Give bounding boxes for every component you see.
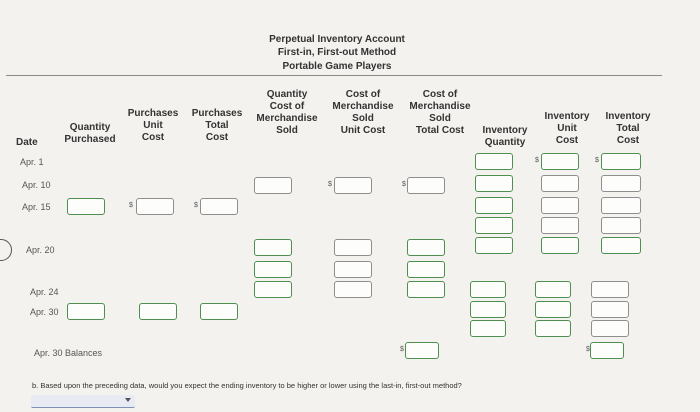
purchases-total-cost-input[interactable] bbox=[200, 303, 238, 320]
cogs-unit-cost-input[interactable] bbox=[334, 239, 372, 256]
header-quantity-cogs: Quantity Cost of Merchandise Sold bbox=[256, 89, 318, 136]
date-apr-15: Apr. 15 bbox=[22, 202, 51, 212]
inventory-total-cost-input[interactable] bbox=[601, 175, 641, 192]
inventory-quantity-input[interactable] bbox=[475, 153, 513, 170]
date-apr-10: Apr. 10 bbox=[22, 180, 51, 190]
title-line-1: Perpetual Inventory Account bbox=[269, 34, 405, 45]
inventory-quantity-input[interactable] bbox=[475, 217, 513, 234]
purchases-unit-cost-input[interactable] bbox=[139, 303, 177, 320]
purchases-total-cost-input[interactable] bbox=[200, 198, 238, 215]
header-inventory-unit-cost: Inventory Unit Cost bbox=[544, 111, 590, 146]
quantity-cogs-input[interactable] bbox=[254, 261, 292, 278]
inventory-unit-cost-input[interactable] bbox=[535, 301, 571, 318]
inventory-unit-cost-input[interactable] bbox=[535, 281, 571, 298]
title-line-3: Portable Game Players bbox=[282, 61, 392, 72]
header-inventory-total-cost: Inventory Total Cost bbox=[605, 111, 651, 146]
cogs-unit-cost-input[interactable] bbox=[334, 281, 372, 298]
inventory-total-cost-input[interactable] bbox=[601, 217, 641, 234]
dollar-sign: $ bbox=[535, 157, 539, 164]
inventory-total-cost-input[interactable] bbox=[591, 301, 629, 318]
inventory-quantity-input[interactable] bbox=[470, 320, 506, 337]
inventory-unit-cost-input[interactable] bbox=[541, 237, 579, 254]
inventory-quantity-input[interactable] bbox=[475, 237, 513, 254]
step-circle-icon bbox=[0, 239, 12, 261]
question-b-text: b. Based upon the preceding data, would you expect the ending inventory to be higher or lower using the last-in, first-out method? bbox=[32, 381, 462, 390]
cogs-total-cost-input[interactable] bbox=[407, 261, 445, 278]
date-apr-30: Apr. 30 bbox=[30, 307, 59, 317]
inventory-unit-cost-input[interactable] bbox=[541, 217, 579, 234]
inventory-quantity-input[interactable] bbox=[475, 175, 513, 192]
inventory-total-cost-input[interactable] bbox=[601, 237, 641, 254]
quantity-cogs-input[interactable] bbox=[254, 177, 292, 194]
inventory-total-balance-input[interactable] bbox=[590, 342, 624, 359]
inventory-total-cost-input[interactable] bbox=[591, 281, 629, 298]
inventory-total-cost-input[interactable] bbox=[601, 197, 641, 214]
inventory-quantity-input[interactable] bbox=[470, 281, 506, 298]
header-purchases-total-cost: Purchases Total Cost bbox=[191, 108, 243, 143]
cogs-total-balance-input[interactable] bbox=[405, 342, 439, 359]
inventory-total-cost-input[interactable] bbox=[591, 320, 629, 337]
date-apr-24: Apr. 24 bbox=[30, 287, 59, 297]
inventory-unit-cost-input[interactable] bbox=[541, 153, 579, 170]
dollar-sign: $ bbox=[129, 202, 133, 209]
dollar-sign: $ bbox=[595, 157, 599, 164]
chevron-down-icon bbox=[125, 398, 131, 402]
inventory-total-cost-input[interactable] bbox=[601, 153, 641, 170]
quantity-cogs-input[interactable] bbox=[254, 281, 292, 298]
cogs-unit-cost-input[interactable] bbox=[334, 261, 372, 278]
header-date: Date bbox=[16, 137, 38, 148]
dollar-sign: $ bbox=[328, 181, 332, 188]
inventory-unit-cost-input[interactable] bbox=[541, 197, 579, 214]
inventory-unit-cost-input[interactable] bbox=[541, 175, 579, 192]
title-divider bbox=[6, 75, 662, 76]
quantity-purchased-input[interactable] bbox=[67, 198, 105, 215]
quantity-cogs-input[interactable] bbox=[254, 239, 292, 256]
inventory-unit-cost-input[interactable] bbox=[535, 320, 571, 337]
date-apr-1: Apr. 1 bbox=[20, 157, 44, 167]
header-inventory-quantity: Inventory Quantity bbox=[482, 125, 528, 148]
header-quantity-purchased: Quantity Purchased bbox=[64, 122, 116, 145]
date-apr-30-balances: Apr. 30 Balances bbox=[34, 348, 103, 358]
cogs-total-cost-input[interactable] bbox=[407, 177, 445, 194]
cogs-total-cost-input[interactable] bbox=[407, 239, 445, 256]
inventory-quantity-input[interactable] bbox=[475, 197, 513, 214]
header-cogs-unit-cost: Cost of Merchandise Sold Unit Cost bbox=[332, 89, 394, 136]
date-apr-20: Apr. 20 bbox=[26, 245, 55, 255]
dollar-sign: $ bbox=[194, 202, 198, 209]
cogs-total-cost-input[interactable] bbox=[407, 281, 445, 298]
dollar-sign: $ bbox=[586, 346, 590, 353]
dollar-sign: $ bbox=[402, 181, 406, 188]
dollar-sign: $ bbox=[400, 346, 404, 353]
inventory-quantity-input[interactable] bbox=[470, 301, 506, 318]
header-purchases-unit-cost: Purchases Unit Cost bbox=[127, 108, 179, 143]
cogs-unit-cost-input[interactable] bbox=[334, 177, 372, 194]
header-cogs-total-cost: Cost of Merchandise Sold Total Cost bbox=[409, 89, 471, 136]
purchases-unit-cost-input[interactable] bbox=[136, 198, 174, 215]
answer-dropdown[interactable] bbox=[31, 395, 135, 408]
quantity-purchased-input[interactable] bbox=[67, 303, 105, 320]
title-line-2: First-in, First-out Method bbox=[277, 47, 397, 58]
